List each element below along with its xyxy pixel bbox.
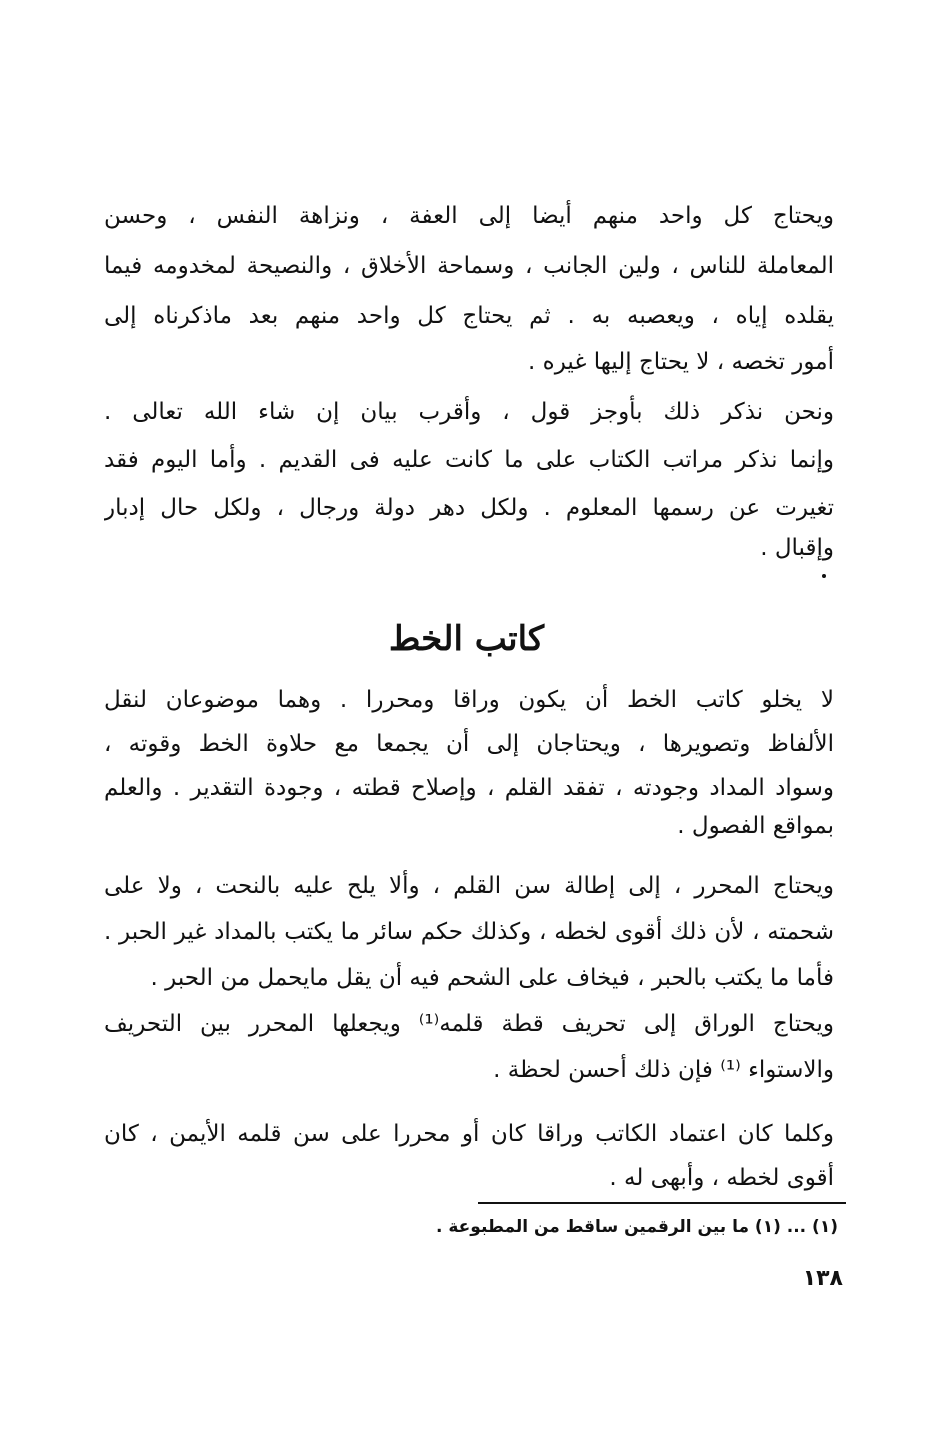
text-line: وسواد المداد وجودته ، تفقد القلم ، وإصلاح قطته ، وجودة التقدير . والعلم [104,775,834,801]
text-line: الألفاظ وتصويرها ، ويحتاجان إلى أن يجمعا مع حلاوة الخط وقوته ، [104,731,834,757]
text-line: وإنما نذكر مراتب الكتاب على ما كانت عليه فى القديم . وأما اليوم فقد [104,447,834,473]
footnote: (١) ... (١) ما بين الرقمين ساقط من المطبوعة . [436,1217,838,1237]
text-line: يقلده إياه ، ويعصبه به . ثم يحتاج كل واحد منهم بعد ماذكرناه إلى [104,303,834,329]
section-heading: كاتب الخط [388,619,545,659]
text-line: ويحتاج الوراق إلى تحريف قطة قلمه⁽¹⁾ ويجعلها المحرر بين التحريف [104,1011,834,1037]
stray-dot [822,574,826,578]
text-line: ونحن نذكر ذلك بأوجز قول ، وأقرب بيان إن شاء الله تعالى . [104,399,834,425]
text-line: ويحتاج كل واحد منهم أيضا إلى العفة ، ونزاهة النفس ، وحسن [104,203,834,229]
text-line: أمور تخصه ، لا يحتاج إليها غيره . [528,349,834,375]
text-line: شحمته ، لأن ذلك أقوى لخطه ، وكذلك حكم سائر ما يكتب بالمداد غير الحبر . [104,919,834,945]
text-line: والاستواء ⁽¹⁾ فإن ذلك أحسن لحظة . [493,1057,834,1083]
text-line: وإقبال . [760,535,834,561]
text-line: المعاملة للناس ، ولين الجانب ، وسماحة الأخلاق ، والنصيحة لمخدومه فيما [104,253,834,279]
page-number: ١٣٨ [802,1266,843,1291]
text-line: أقوى لخطه ، وأبهى له . [609,1165,834,1191]
text-line: لا يخلو كاتب الخط أن يكون وراقا ومحررا . وهما موضوعان لنقل [104,687,834,713]
text-line: تغيرت عن رسمها المعلوم . ولكل دهر دولة ورجال ، ولكل حال إدبار [104,495,834,521]
text-line: فأما ما يكتب بالحبر ، فيخاف على الشحم فيه أن يقل مايحمل من الحبر . [150,965,834,991]
text-line: وكلما كان اعتماد الكاتب وراقا كان أو محررا على سن قلمه الأيمن ، كان [104,1121,834,1147]
text-line: بمواقع الفصول . [677,813,834,839]
footnote-rule [478,1202,846,1204]
text-line: ويحتاج المحرر ، إلى إطالة سن القلم ، وألا يلح عليه بالنحت ، ولا على [104,873,834,899]
